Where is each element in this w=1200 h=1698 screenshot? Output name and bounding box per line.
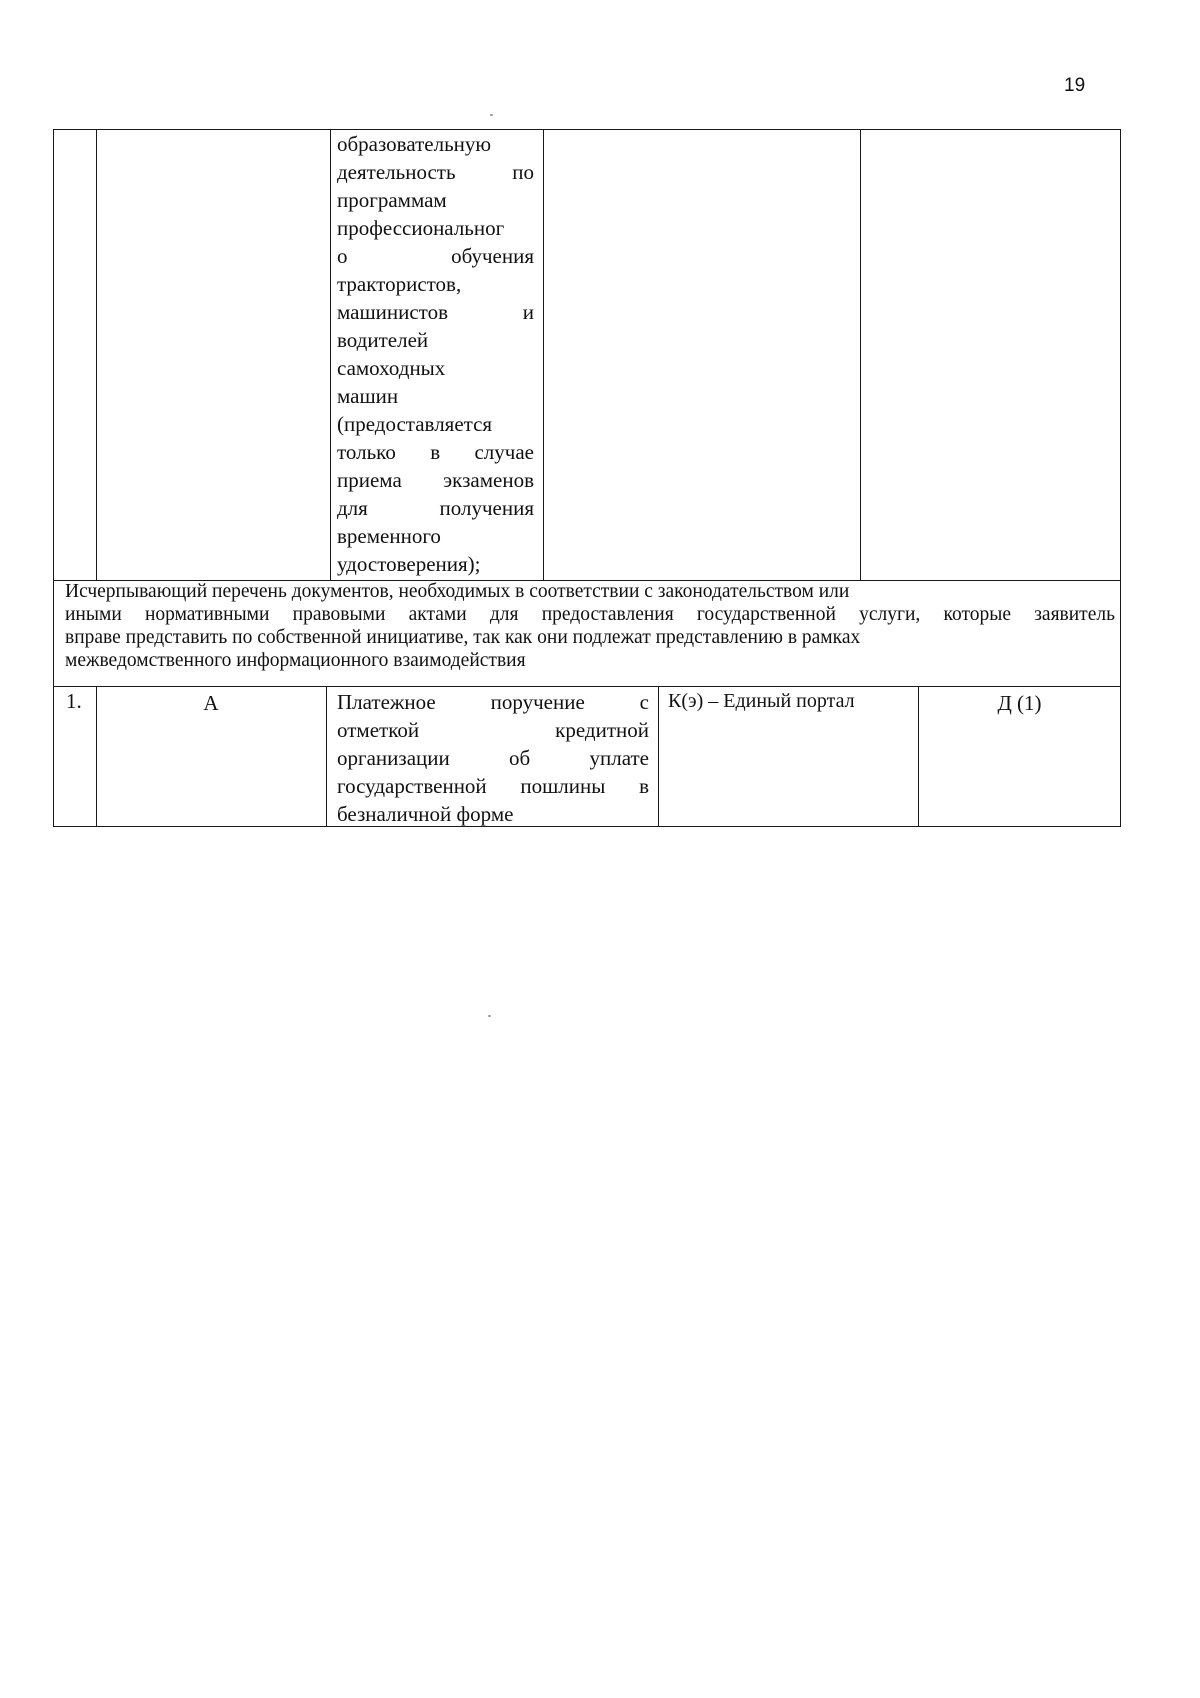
scan-speck <box>490 114 493 116</box>
description-line: машинистов и <box>337 300 534 324</box>
scan-speck <box>488 1015 491 1017</box>
description-line: удостоверения); <box>337 552 481 576</box>
page-number: 19 <box>1064 75 1086 96</box>
section-title <box>65 580 1115 672</box>
column-divider <box>658 686 659 827</box>
column-divider <box>543 129 544 581</box>
description-line: программам <box>337 188 447 212</box>
section-title-line: Исчерпывающий перечень документов, необходимых в соответствии с законодательством или <box>65 581 850 602</box>
column-divider <box>860 129 861 581</box>
description-line: для получения <box>337 496 534 520</box>
description-line: (предоставляется <box>337 412 493 436</box>
description-line: машин <box>337 384 399 408</box>
row-submission-method: К(э) – Единый портал <box>668 690 855 712</box>
row-number: 1. <box>66 689 82 713</box>
document-line: Платежное поручение с <box>337 690 649 714</box>
section-title-line: иными нормативными правовыми актами для предоставления государственной услуги, которые заявитель <box>65 604 1115 625</box>
description-line: самоходных <box>337 356 446 380</box>
description-line: временного <box>337 524 441 548</box>
description-line: профессиональног <box>337 216 505 240</box>
section-title-line: вправе представить по собственной инициативе, так как они подлежат представлению в рамках <box>65 627 861 648</box>
continuation-table <box>53 129 1121 581</box>
document-line: безналичной форме <box>337 802 514 826</box>
row-document-cell <box>337 688 649 828</box>
description-line: трактористов, <box>337 272 462 296</box>
column-divider <box>330 129 331 581</box>
document-line: государственной пошлины в <box>337 774 649 798</box>
description-line: образовательную <box>337 132 492 156</box>
column-divider <box>96 129 97 581</box>
document-line: отметкой кредитной <box>337 718 649 742</box>
description-line: о обучения <box>337 244 534 268</box>
column-divider <box>326 686 327 827</box>
description-line: деятельность по <box>337 160 534 184</box>
section-title-line: межведомственного информационного взаимодействия <box>65 650 526 671</box>
description-line: только в случае <box>337 440 534 464</box>
description-line: водителей <box>337 328 429 352</box>
document-line: организации об уплате <box>337 746 649 770</box>
description-line: приема экзаменов <box>337 468 534 492</box>
row-category: А <box>203 691 219 715</box>
row-code: Д (1) <box>997 691 1042 715</box>
document-description-cell <box>337 130 534 578</box>
